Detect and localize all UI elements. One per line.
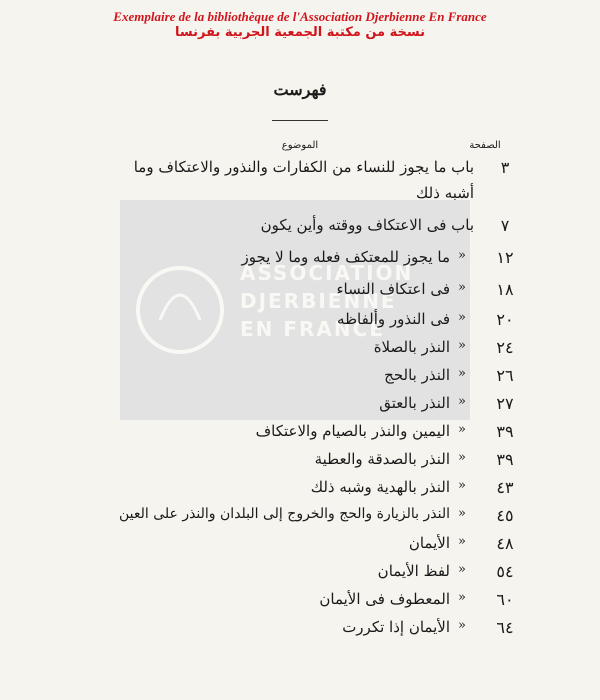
watermark-line3: EN FRANCE bbox=[240, 317, 385, 341]
ditto-mark: » bbox=[458, 618, 466, 633]
entry-page-number: ١٢ bbox=[496, 248, 514, 267]
ditto-mark: » bbox=[458, 338, 466, 353]
ditto-mark: » bbox=[458, 562, 466, 577]
entry-page-number: ٢٤ bbox=[496, 338, 514, 357]
watermark-line2: DJERBIENNE bbox=[240, 289, 397, 313]
ditto-mark: » bbox=[458, 366, 466, 381]
ditto-mark: » bbox=[458, 422, 466, 437]
entry-page-number: ٤٨ bbox=[496, 534, 514, 553]
library-header-arabic: نسخة من مكتبة الجمعية الجربية بفرنسا bbox=[175, 25, 425, 40]
entry-page-number: ٦٠ bbox=[496, 590, 514, 609]
entry-page-number: ٧ bbox=[500, 216, 510, 235]
entry-title: النذر بالهدية وشبه ذلك bbox=[310, 478, 450, 496]
entry-page-number: ٤٣ bbox=[496, 478, 514, 497]
toc-entry bbox=[80, 590, 520, 616]
entry-title: النذر بالحج bbox=[384, 366, 450, 384]
toc-entry bbox=[80, 534, 520, 560]
toc-entry bbox=[80, 450, 520, 476]
ditto-mark: » bbox=[458, 280, 466, 295]
entry-title: باب ما يجوز للنساء من الكفارات والنذور والاعتكاف وما bbox=[133, 158, 474, 176]
toc-entry bbox=[80, 506, 520, 532]
toc-entry bbox=[80, 394, 520, 420]
ditto-mark: » bbox=[458, 450, 466, 465]
toc-entry bbox=[80, 422, 520, 448]
ditto-mark: » bbox=[458, 506, 466, 521]
column-header-subject: الموضوع bbox=[281, 140, 319, 151]
toc-entry bbox=[80, 338, 520, 364]
ditto-mark: » bbox=[458, 590, 466, 605]
entry-title: لفظ الأيمان bbox=[377, 562, 450, 580]
entry-page-number: ١٨ bbox=[496, 280, 514, 299]
entry-title: النذر بالزيارة والحج والخروج إلى البلدان والنذر على العين bbox=[118, 506, 450, 522]
ditto-mark: » bbox=[458, 248, 466, 263]
entry-title-continued: أشبه ذلك bbox=[416, 184, 474, 202]
entry-title: ما يجوز للمعتكف فعله وما لا يجوز bbox=[241, 248, 450, 266]
toc-entry bbox=[80, 158, 520, 202]
title-divider bbox=[272, 120, 328, 121]
page-title: فهرست bbox=[273, 80, 327, 99]
entry-page-number: ٦٤ bbox=[496, 618, 514, 637]
entry-page-number: ٣٩ bbox=[496, 450, 514, 469]
column-header-page: الصفحة bbox=[469, 140, 501, 151]
toc-entry bbox=[80, 618, 520, 644]
entry-page-number: ٢٧ bbox=[496, 394, 514, 413]
entry-title: النذر بالصلاة bbox=[373, 338, 450, 356]
toc-entry bbox=[80, 310, 520, 336]
entry-title: النذر بالصدقة والعطية bbox=[314, 450, 450, 468]
entry-title: فى اعتكاف النساء bbox=[336, 280, 450, 298]
ditto-mark: » bbox=[458, 394, 466, 409]
toc-entry bbox=[80, 216, 520, 242]
toc-entry bbox=[80, 366, 520, 392]
entry-title: الأيمان bbox=[408, 534, 450, 552]
entry-title: باب فى الاعتكاف ووقته وأين يكون bbox=[260, 216, 474, 234]
watermark-line1: ASSOCIATION bbox=[240, 261, 414, 285]
entry-page-number: ٢٠ bbox=[496, 310, 514, 329]
toc-entry bbox=[80, 478, 520, 504]
entry-title: الأيمان إذا تكررت bbox=[342, 618, 450, 636]
ditto-mark: » bbox=[458, 534, 466, 549]
toc-entry bbox=[80, 280, 520, 306]
toc-entry bbox=[80, 248, 520, 274]
ditto-mark: » bbox=[458, 310, 466, 325]
ditto-mark: » bbox=[458, 478, 466, 493]
entry-page-number: ٢٦ bbox=[496, 366, 514, 385]
entry-page-number: ٣٩ bbox=[496, 422, 514, 441]
entry-title: اليمين والنذر بالصيام والاعتكاف bbox=[255, 422, 450, 440]
entry-title: فى النذور وألفاظه bbox=[337, 310, 450, 328]
library-header-french: Exemplaire de la bibliothèque de l'Association Djerbienne En France bbox=[113, 9, 487, 24]
entry-title: النذر بالعتق bbox=[379, 394, 450, 412]
entry-page-number: ٥٤ bbox=[496, 562, 514, 581]
entry-title: المعطوف فى الأيمان bbox=[319, 590, 450, 608]
entry-page-number: ٣ bbox=[500, 158, 510, 177]
toc-entry bbox=[80, 562, 520, 588]
entry-page-number: ٤٥ bbox=[496, 506, 514, 525]
